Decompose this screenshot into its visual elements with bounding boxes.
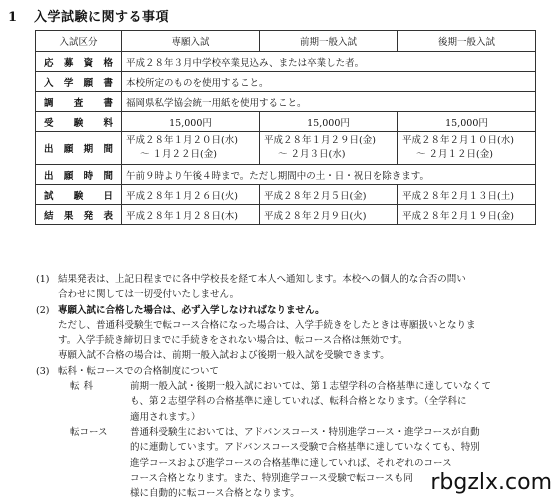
row-label: 出願時間: [36, 165, 122, 185]
exam-schedule-table: [35, 30, 536, 225]
note-text: コース合格となります。また、特別進学コース受験で転コースも同: [130, 472, 413, 484]
note-mark: (1): [36, 274, 50, 285]
notes-section: [36, 272, 556, 501]
note-text: ただし、普通科受験生で転コース合格になった場合は、入学手続きをしたときは専願扱いとなりま: [58, 319, 476, 331]
note-text: 的に連動しています。アドバンスコース受験で合格基準に達していなくても、特別: [130, 442, 480, 454]
note-text: 様に自動的に転コース合格となります。: [130, 488, 300, 500]
note-emphasis: 専願入試に合格した場合は、必ず入学しなければなりません。: [58, 304, 325, 316]
row-label: 試験日: [36, 185, 122, 205]
table-cell: [122, 132, 260, 165]
note-2: [36, 303, 556, 364]
table-cell: [260, 132, 398, 165]
header-cell: 入試区分: [36, 31, 122, 52]
note-mark: (2): [36, 304, 50, 316]
subnote-key: 転コース: [70, 426, 108, 438]
period-end: ～ １月２２日(金): [140, 149, 217, 160]
table-cell: 15,000円: [398, 112, 536, 132]
table-cell: 福岡県私学協会統一用紙を使用すること。: [122, 92, 536, 112]
table-cell: 平成２８年１月２６日(火): [122, 185, 260, 205]
subnote-tenka: [58, 379, 556, 425]
section-title: 入学試験に関する事項: [34, 10, 170, 25]
section-number: 1: [8, 10, 18, 25]
period-start: 平成２８年２月１０日(水): [402, 135, 514, 146]
subnote-key: 転科: [70, 381, 98, 393]
row-label: 入学願書: [36, 72, 122, 92]
note-mark: (3): [36, 365, 50, 377]
table-cell: 平成２８年２月１３日(土): [398, 185, 536, 205]
table-cell: 平成２８年３月中学校卒業見込み、または卒業した者。: [122, 52, 536, 72]
note-text: も、第２志望学科の合格基準に達していれば、転科合格となります。（全学科に: [130, 396, 467, 408]
note-text: 専願入試不合格の場合は、前期一般入試および後期一般入試を受験できます。: [58, 350, 390, 362]
table-cell: 平成２８年２月５日(金): [260, 185, 398, 205]
row-label: 調査書: [36, 92, 122, 112]
table-cell: 平成２８年２月１９日(金): [398, 205, 536, 225]
period-start: 平成２８年１月２９日(金): [264, 135, 376, 146]
table-row: [36, 72, 536, 92]
table-cell: 平成２８年２月９日(火): [260, 205, 398, 225]
note-text: 普通科受験生においては、アドバンスコース・特別進学コース・進学コースが自動: [130, 426, 480, 438]
note-text: 合わせに関しては一切受付いたしません。: [58, 289, 240, 301]
header-cell: 前期一般入試: [260, 31, 398, 52]
table-cell: 午前９時より午後４時まで。ただし期間中の土・日・祝日を除きます。: [122, 165, 536, 185]
note-text: す。入学手続き締切日までに手続きをされない場合は、転コース合格は無効です。: [58, 335, 408, 347]
header-cell: 後期一般入試: [398, 31, 536, 52]
row-label: 出願期間: [36, 132, 122, 165]
period-start: 平成２８年１月２０日(水): [126, 135, 238, 146]
table-row: [36, 52, 536, 72]
table-cell: 15,000円: [122, 112, 260, 132]
note-text: 前期一般入試・後期一般入試においては、第１志望学科の合格基準に達していなくて: [130, 381, 492, 393]
table-row: [36, 185, 536, 205]
table-row: [36, 112, 536, 132]
period-end: ～ ２月１２日(金): [416, 149, 493, 160]
row-label: 応募資格: [36, 52, 122, 72]
row-label: 受験料: [36, 112, 122, 132]
note-text: 結果発表は、上記日程までに各中学校長を経て本人へ通知します。本校への個人的な合否の問い: [58, 274, 466, 285]
table-row: [36, 165, 536, 185]
row-label: 結果発表: [36, 205, 122, 225]
table-row: [36, 205, 536, 225]
table-cell: 平成２８年１月２８日(木): [122, 205, 260, 225]
table-row: [36, 132, 536, 165]
table-row: [36, 92, 536, 112]
period-end: ～ ２月３日(水): [278, 149, 346, 160]
header-cell: 専願入試: [122, 31, 260, 52]
note-text: 進学コースおよび進学コースの合格基準に達していれば、それぞれのコース: [130, 457, 452, 469]
note-text: 適用されます。）: [130, 411, 201, 423]
table-cell: 15,000円: [260, 112, 398, 132]
note-1: [36, 272, 556, 303]
table-cell: [398, 132, 536, 165]
watermark: rbgzlx.com: [426, 470, 556, 495]
table-header-row: [36, 31, 536, 52]
table-cell: 本校所定のものを使用すること。: [122, 72, 536, 92]
note-title: 転科・転コースでの合格制度について: [58, 365, 219, 377]
section-heading: [8, 6, 169, 25]
